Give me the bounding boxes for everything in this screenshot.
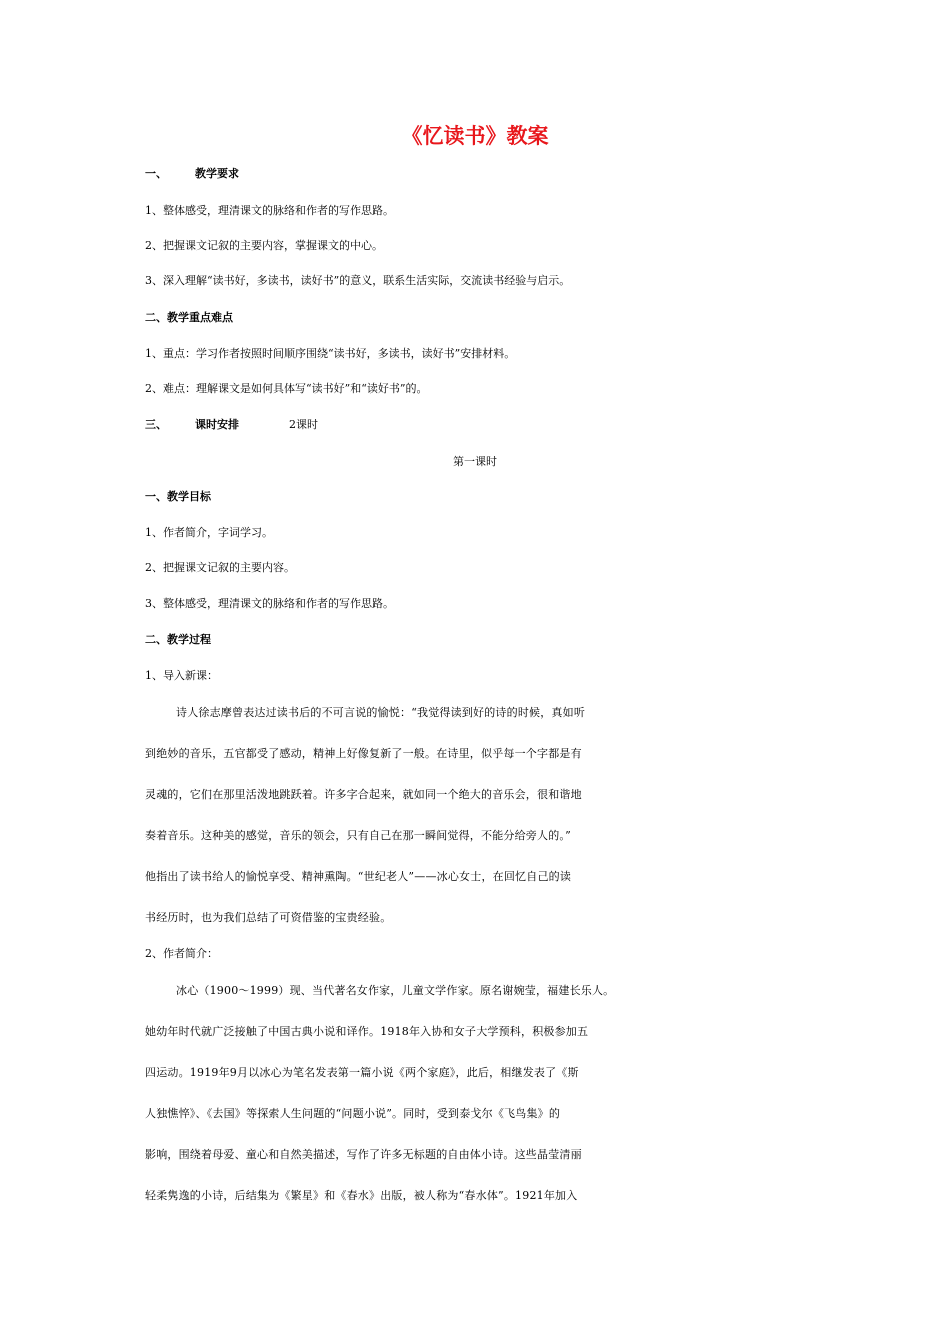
key-point-item: 2、难点：理解课文是如何具体写“读书好”和“读好书”的。 — [145, 382, 428, 395]
section-title: 课时安排 — [195, 418, 239, 431]
requirement-item: 2、把握课文记叙的主要内容，掌握课文的中心。 — [145, 239, 383, 252]
goal-item: 1、作者简介，字词学习。 — [145, 526, 273, 539]
paragraph-line: 人独憔悴》、《去国》等探索人生问题的“问题小说”。同时，受到泰戈尔《飞鸟集》的 — [145, 1107, 561, 1120]
key-point-item: 1、重点：学习作者按照时间顺序围绕“读书好，多读书，读好书”安排材料。 — [145, 347, 516, 360]
paragraph-line: 他指出了读书给人的愉悦享受、精神熏陶。“世纪老人”——冰心女士，在回忆自己的读 — [145, 870, 572, 883]
paragraph-line: 奏着音乐。这种美的感觉，音乐的领会，只有自己在那一瞬间觉得，不能分给旁人的。” — [145, 829, 571, 842]
step-label: 1、导入新课： — [145, 669, 218, 682]
section-number: 三、 — [145, 418, 167, 431]
paragraph-line: 诗人徐志摩曾表达过读书后的不可言说的愉悦：“我觉得读到好的诗的时候，真如听 — [176, 706, 586, 719]
paragraph-line: 到绝妙的音乐，五官都受了感动，精神上好像复新了一般。在诗里，似乎每一个字都是有 — [145, 747, 582, 760]
process-heading: 二、教学过程 — [145, 633, 211, 646]
step-label: 2、作者简介： — [145, 947, 218, 960]
document-title: 《忆读书》教案 — [401, 124, 549, 148]
paragraph-line: 灵魂的，它们在那里活泼地跳跃着。许多字合起来，就如同一个绝大的音乐会，很和谐地 — [145, 788, 582, 801]
paragraph-line: 冰心（1900～1999）现、当代著名女作家，儿童文学作家。原名谢婉莹，福建长乐人。 — [176, 984, 615, 997]
lesson-title: 第一课时 — [453, 455, 497, 468]
paragraph-line: 轻柔隽逸的小诗，后结集为《繁星》和《春水》出版，被人称为“春水体”。1921年加入 — [145, 1189, 578, 1202]
schedule-value: 2课时 — [289, 418, 318, 431]
section-heading-requirements — [145, 164, 815, 184]
section-number: 一、 — [145, 167, 167, 180]
section-heading-key-points: 二、教学重点难点 — [145, 311, 233, 324]
section-title: 教学要求 — [195, 167, 239, 180]
goals-heading: 一、教学目标 — [145, 490, 211, 503]
paragraph-line: 影响，围绕着母爱、童心和自然美描述，写作了许多无标题的自由体小诗。这些晶莹清丽 — [145, 1148, 582, 1161]
goal-item: 3、整体感受，理清课文的脉络和作者的写作思路。 — [145, 597, 394, 610]
requirement-item: 3、深入理解“读书好，多读书，读好书”的意义，联系生活实际，交流读书经验与启示。 — [145, 274, 571, 287]
goal-item: 2、把握课文记叙的主要内容。 — [145, 561, 295, 574]
requirement-item: 1、整体感受，理清课文的脉络和作者的写作思路。 — [145, 204, 394, 217]
paragraph-line: 四运动。1919年9月以冰心为笔名发表第一篇小说《两个家庭》，此后，相继发表了《斯 — [145, 1066, 579, 1079]
section-heading-schedule — [145, 415, 815, 435]
paragraph-line: 她幼年时代就广泛接触了中国古典小说和译作。1918年入协和女子大学预科，积极参加五 — [145, 1025, 589, 1038]
paragraph-line: 书经历时，也为我们总结了可资借鉴的宝贵经验。 — [145, 911, 392, 924]
